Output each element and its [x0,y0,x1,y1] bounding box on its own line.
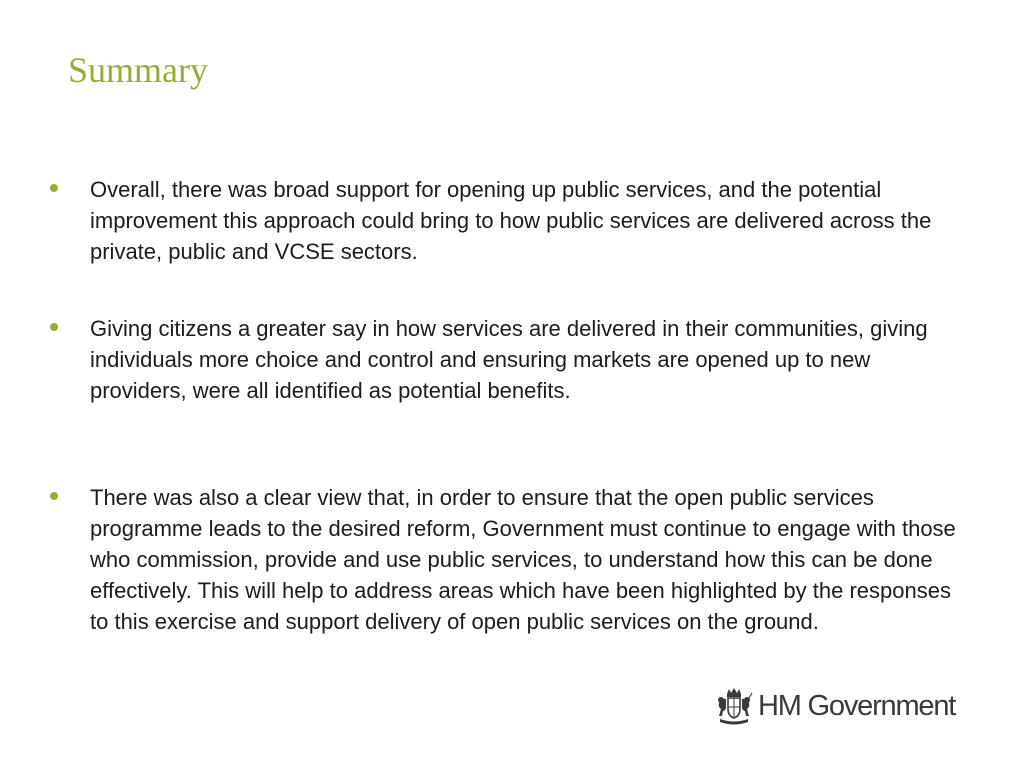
bullet-dot-icon [50,184,58,192]
hm-government-logo [714,686,955,726]
royal-crest-icon [714,687,754,725]
bullet-text: Giving citizens a greater say in how services are delivered in their communities, giving individuals more choice and control and ensuring markets are opened up to new providers, were all identified as potential benefits. [90,316,928,403]
bullet-text: There was also a clear view that, in order to ensure that the open public services programme leads to the desired reform, Government must continue to engage with those who commission, provide and use public services, to understand how this can be done effectively. This will help to address areas which have been highlighted by the responses to this exercise and support delivery of open public services on the ground. [90,485,956,634]
bullet-dot-icon [50,492,58,500]
bullet-text: Overall, there was broad support for opening up public services, and the potential improvement this approach could bring to how public services are delivered across the private, public and VCSE sectors. [90,177,932,264]
slide-title: Summary [68,50,208,90]
logo-text: HM Government [758,690,956,722]
bullet-dot-icon [50,323,58,331]
